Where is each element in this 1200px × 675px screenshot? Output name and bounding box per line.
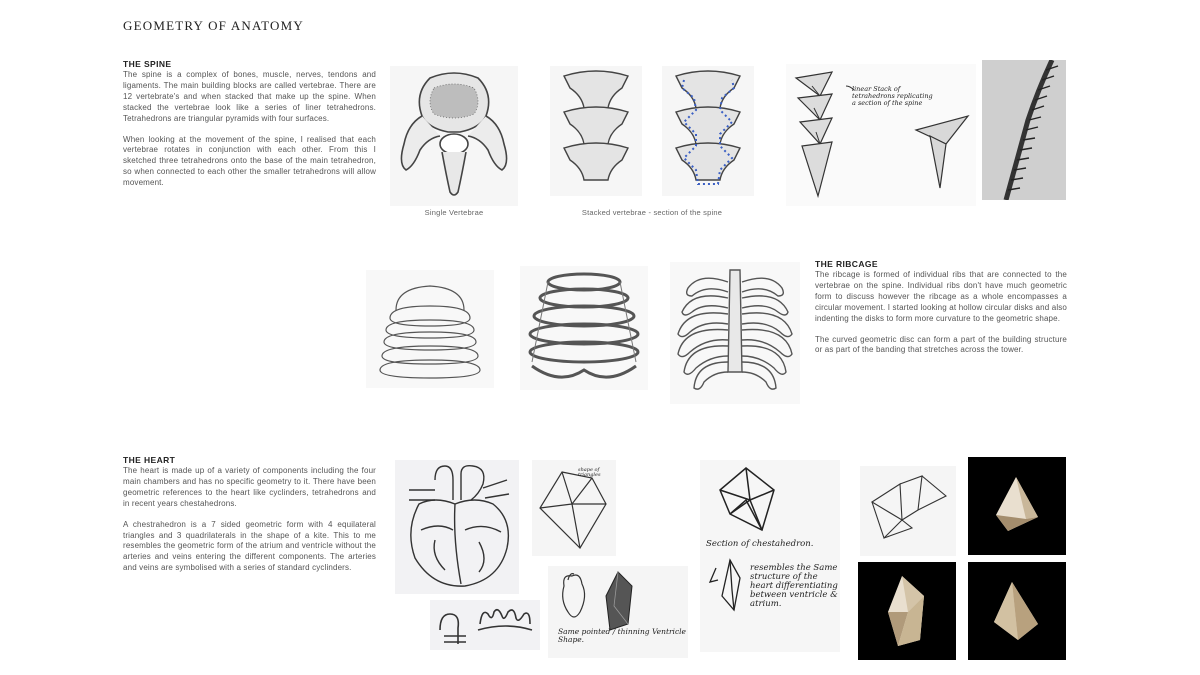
folded-triangles-drawing: [860, 466, 956, 556]
ventricle-shape-sketch: [548, 566, 688, 658]
chestahedron-model-photo-2: [858, 562, 956, 660]
folded-triangles-sketch: [860, 466, 956, 556]
tetrahedron-stack-note: linear Stack of tetrahedrons replicating a section of the spine: [852, 85, 933, 107]
spine-model-drawing: [982, 60, 1066, 200]
vertebra-drawing: [390, 66, 518, 206]
page-title: GEOMETRY OF ANATOMY: [123, 18, 304, 33]
ribcage-anatomy-sketch: [670, 262, 800, 404]
section-of-chestahedron-note: Section of chestahedron.: [706, 539, 814, 549]
ribcage-body: [815, 270, 1067, 356]
heart-triangles-sketch: [532, 460, 616, 556]
chestahedron-model-photo-1: [968, 457, 1066, 555]
heart-body: [123, 466, 376, 574]
heart-vessel-sketch: [430, 600, 540, 650]
tetrahedron-stack-sketch: [786, 64, 976, 206]
ventricle-shape-drawing: [548, 566, 688, 658]
ribcage-paragraph-2: The curved geometric disc can form a part of the building structure or as part of the banding that stretches across the tower.: [815, 334, 1067, 355]
resembles-heart-note: resembles the Same structure of the heart differentiating between ventricle & atrium.: [750, 563, 838, 609]
model-3-drawing: [968, 562, 1066, 660]
heart-vessel-drawing: [430, 600, 540, 650]
ribcage-disks-drawing: [366, 270, 494, 388]
stacked-vertebrae-sketch: [550, 66, 642, 196]
ribcage-rings-drawing: [520, 266, 648, 390]
chestahedron-drawing: [700, 460, 840, 652]
stacked-vertebrae-caption: Stacked vertebrae - section of the spine: [581, 208, 723, 217]
single-vertebrae-caption: Single Vertebrae: [424, 208, 484, 217]
spine-paragraph-1: The spine is a complex of bones, muscle, nerves, tendons and ligaments. The main building blocks are called vertebrae. There are 12 vertebrate's and when stacked that make up the spine. When stacked the vertebrae look like a series of liner tetrahedrons. Tetrahedrons are triangular pyramids with four surfaces.: [123, 70, 376, 123]
chestahedron-sketch: [700, 460, 840, 652]
heart-section-text: [123, 455, 376, 584]
spine-paragraph-2: When looking at the movement of the spine, I realised that each vertebrae rotates in conjunction with each other. From this I sketched three tetrahedrons onto the base of the main tetrahedron, so when connected to each other the smaller tetrahedrons will allow movement.: [123, 134, 376, 188]
spine-model-photo: [982, 60, 1066, 200]
spine-body: [123, 70, 376, 189]
spine-section-text: [123, 59, 376, 199]
heart-anatomy-drawing: [395, 460, 519, 594]
single-vertebrae-sketch: [390, 66, 518, 206]
stacked-vertebrae-outlined-sketch: [662, 66, 754, 196]
ribcage-title: THE RIBCAGE: [815, 259, 878, 269]
model-1-drawing: [968, 457, 1066, 555]
shape-of-triangles-note: shape of triangles: [578, 467, 601, 479]
chestahedron-model-photo-3: [968, 562, 1066, 660]
heart-paragraph-1: The heart is made up of a variety of components including the four main chambers and has no specific geometry to it. There have been geometric references to the heart like cyclinders, tetrahedrons and in recent years chestahedrons.: [123, 466, 376, 508]
ribcage-disks-sketch: [366, 270, 494, 388]
heart-title: THE HEART: [123, 455, 176, 465]
ventricle-shape-note: Same pointed / thinning Ventricle Shape.: [558, 627, 686, 644]
ribcage-rings-sketch: [520, 266, 648, 390]
stacked-vertebrae-drawing: [550, 66, 642, 196]
ribcage-anatomy-drawing: [670, 262, 800, 404]
model-2-drawing: [858, 562, 956, 660]
ribcage-section-text: [815, 259, 1067, 366]
ribcage-paragraph-1: The ribcage is formed of individual ribs that are connected to the vertebrae on the spine. Individual ribs don't have much geometric form to discuss however the ribcage as a whole encompasses a circular movement. I started looking at hollow circular disks and also indenting the disks to form more curvature to the geometric shape.: [815, 270, 1067, 323]
spine-title: THE SPINE: [123, 59, 172, 69]
stacked-vertebrae-outlined-drawing: [662, 66, 754, 196]
heart-paragraph-2: A chestrahedron is a 7 sided geometric form with 4 equilateral triangles and 3 quadrilaterals in the shape of a kite. This to me resembles the geometric form of the atrium and ventricle without the arteries and veins entering the different components. The arteries and veins are symbolised with a series of standard cyclinders.: [123, 519, 376, 573]
heart-anatomy-sketch: [395, 460, 519, 594]
